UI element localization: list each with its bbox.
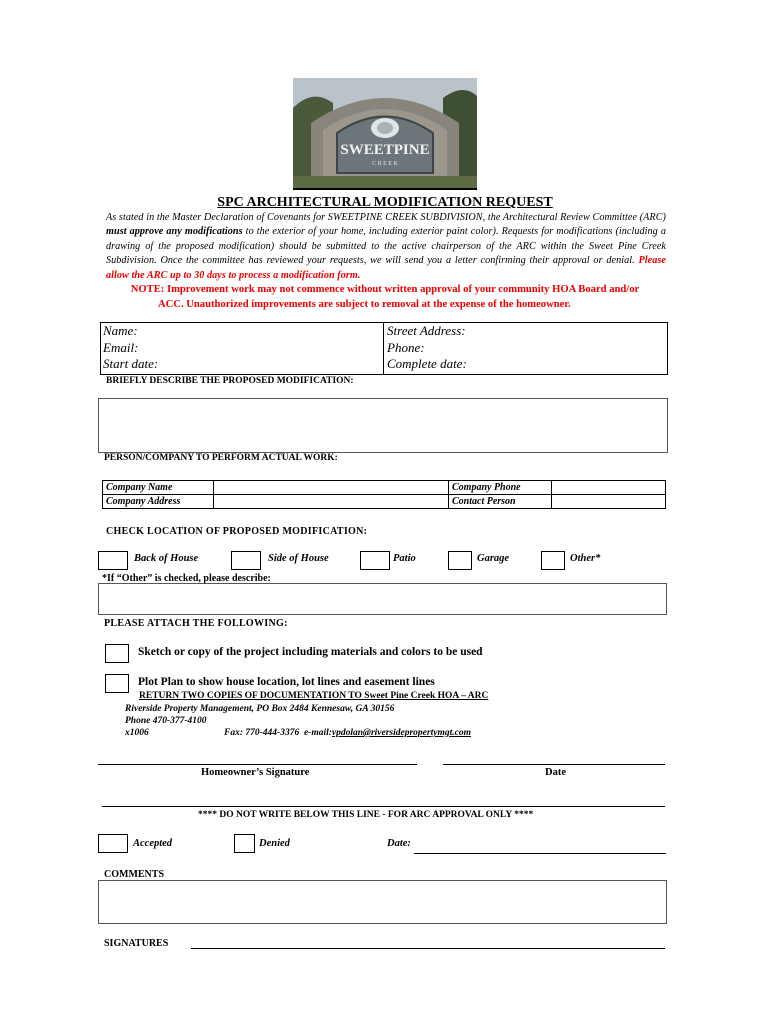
date-label: Date — [545, 767, 566, 778]
approval-date-line[interactable] — [414, 853, 666, 854]
side-of-house-checkbox[interactable] — [231, 551, 261, 570]
return-address: Riverside Property Management, PO Box 2484 Kennesaw, GA 30156 — [125, 704, 395, 714]
return-fax-email: Fax: 770-444-3376 e-mail:vpdolan@riversidepropertymgt.com — [224, 728, 471, 738]
sweetpine-creek-logo — [293, 78, 477, 190]
phone-field[interactable]: Phone: — [387, 339, 425, 355]
email-field[interactable]: Email: — [103, 339, 139, 355]
company-phone-input[interactable] — [552, 481, 666, 495]
date-line — [443, 764, 665, 765]
start-date-field[interactable]: Start date: — [103, 356, 159, 371]
name-field[interactable]: Name: — [103, 323, 138, 338]
patio-label: Patio — [393, 553, 416, 564]
return-phone: Phone 470-377-4100 — [125, 716, 207, 726]
company-address-input[interactable] — [214, 495, 449, 509]
person-company-label: PERSON/COMPANY TO PERFORM ACTUAL WORK: — [104, 453, 338, 463]
side-of-house-label: Side of House — [268, 553, 329, 564]
approval-date-label: Date: — [387, 838, 411, 849]
contact-person-input[interactable] — [552, 495, 666, 509]
return-email-link[interactable]: vpdolan@riversidepropertymgt.com — [331, 728, 471, 738]
page-title: SPC ARCHITECTURAL MODIFICATION REQUEST — [217, 195, 553, 210]
sketch-label: Sketch or copy of the project including materials and colors to be used — [138, 646, 483, 658]
do-not-write-notice: **** DO NOT WRITE BELOW THIS LINE - FOR ARC APPROVAL ONLY **** — [198, 810, 534, 820]
company-phone-label: Company Phone — [449, 481, 552, 495]
note-warning: NOTE: Improvement work may not commence without written approval of your community HOA Board and/or ACC. Unauthorized improvements are subject to removal at the expense of the homeowner. — [130, 284, 640, 310]
svg-text:C R E E K: C R E E K — [372, 161, 398, 167]
street-address-field[interactable]: Street Address: — [387, 323, 466, 338]
other-label: Other* — [570, 553, 601, 564]
contact-person-label: Contact Person — [449, 495, 552, 509]
return-heading: RETURN TWO COPIES OF DOCUMENTATION TO Sweet Pine Creek HOA – ARC — [139, 691, 489, 701]
plot-plan-checkbox[interactable] — [105, 674, 129, 693]
company-name-input[interactable] — [214, 481, 449, 495]
return-extension: x1006 — [125, 728, 149, 738]
describe-label: BRIEFLY DESCRIBE THE PROPOSED MODIFICATION: — [106, 376, 354, 386]
sketch-checkbox[interactable] — [105, 644, 129, 663]
other-describe-input[interactable] — [98, 583, 667, 615]
garage-label: Garage — [477, 553, 510, 564]
company-table — [102, 480, 666, 509]
plot-plan-label: Plot Plan to show house location, lot lines and easement lines — [138, 676, 435, 688]
intro-paragraph: As stated in the Master Declaration of Covenants for SWEETPINE CREEK SUBDIVISION, the Architectural Review Committee (ARC) must approve any modifications to the exterior of your home, including exterior paint color). Requests for modifications (including a drawing of the proposed modification) should be submitted to the active chairperson of the ARC within the Sweet Pine Creek Subdivision. Once the committee has reviewed your requests, we will send you a letter confirming their approval or denial. Please allow the ARC up to 30 days to process a modification form. — [106, 212, 666, 281]
info-right-column — [383, 323, 667, 374]
other-describe-label: *If “Other” is checked, please describe: — [102, 573, 271, 584]
accepted-label: Accepted — [133, 838, 173, 849]
location-label: CHECK LOCATION OF PROPOSED MODIFICATION: — [106, 526, 368, 537]
svg-text:SWEETPINE: SWEETPINE — [340, 142, 430, 158]
signature-label: Homeowner’s Signature — [201, 767, 310, 778]
back-of-house-label: Back of House — [134, 553, 199, 564]
denied-checkbox[interactable] — [234, 834, 255, 853]
signatures-line[interactable] — [191, 948, 665, 949]
accepted-checkbox[interactable] — [98, 834, 128, 853]
info-left-column — [101, 323, 383, 374]
garage-checkbox[interactable] — [448, 551, 472, 570]
describe-textarea[interactable] — [98, 398, 668, 453]
divider-line — [102, 806, 665, 807]
signatures-label: SIGNATURES — [104, 938, 169, 949]
back-of-house-checkbox[interactable] — [98, 551, 128, 570]
other-checkbox[interactable] — [541, 551, 565, 570]
logo-image — [293, 78, 477, 188]
applicant-info-box — [100, 322, 668, 375]
comments-input[interactable] — [98, 880, 667, 924]
company-name-label: Company Name — [103, 481, 214, 495]
patio-checkbox[interactable] — [360, 551, 390, 570]
company-address-label: Company Address — [103, 495, 214, 509]
denied-label: Denied — [259, 838, 290, 849]
comments-label: COMMENTS — [104, 869, 164, 880]
signature-line — [98, 764, 417, 765]
complete-date-field[interactable]: Complete date: — [387, 356, 467, 371]
attach-label: PLEASE ATTACH THE FOLLOWING: — [104, 618, 288, 629]
